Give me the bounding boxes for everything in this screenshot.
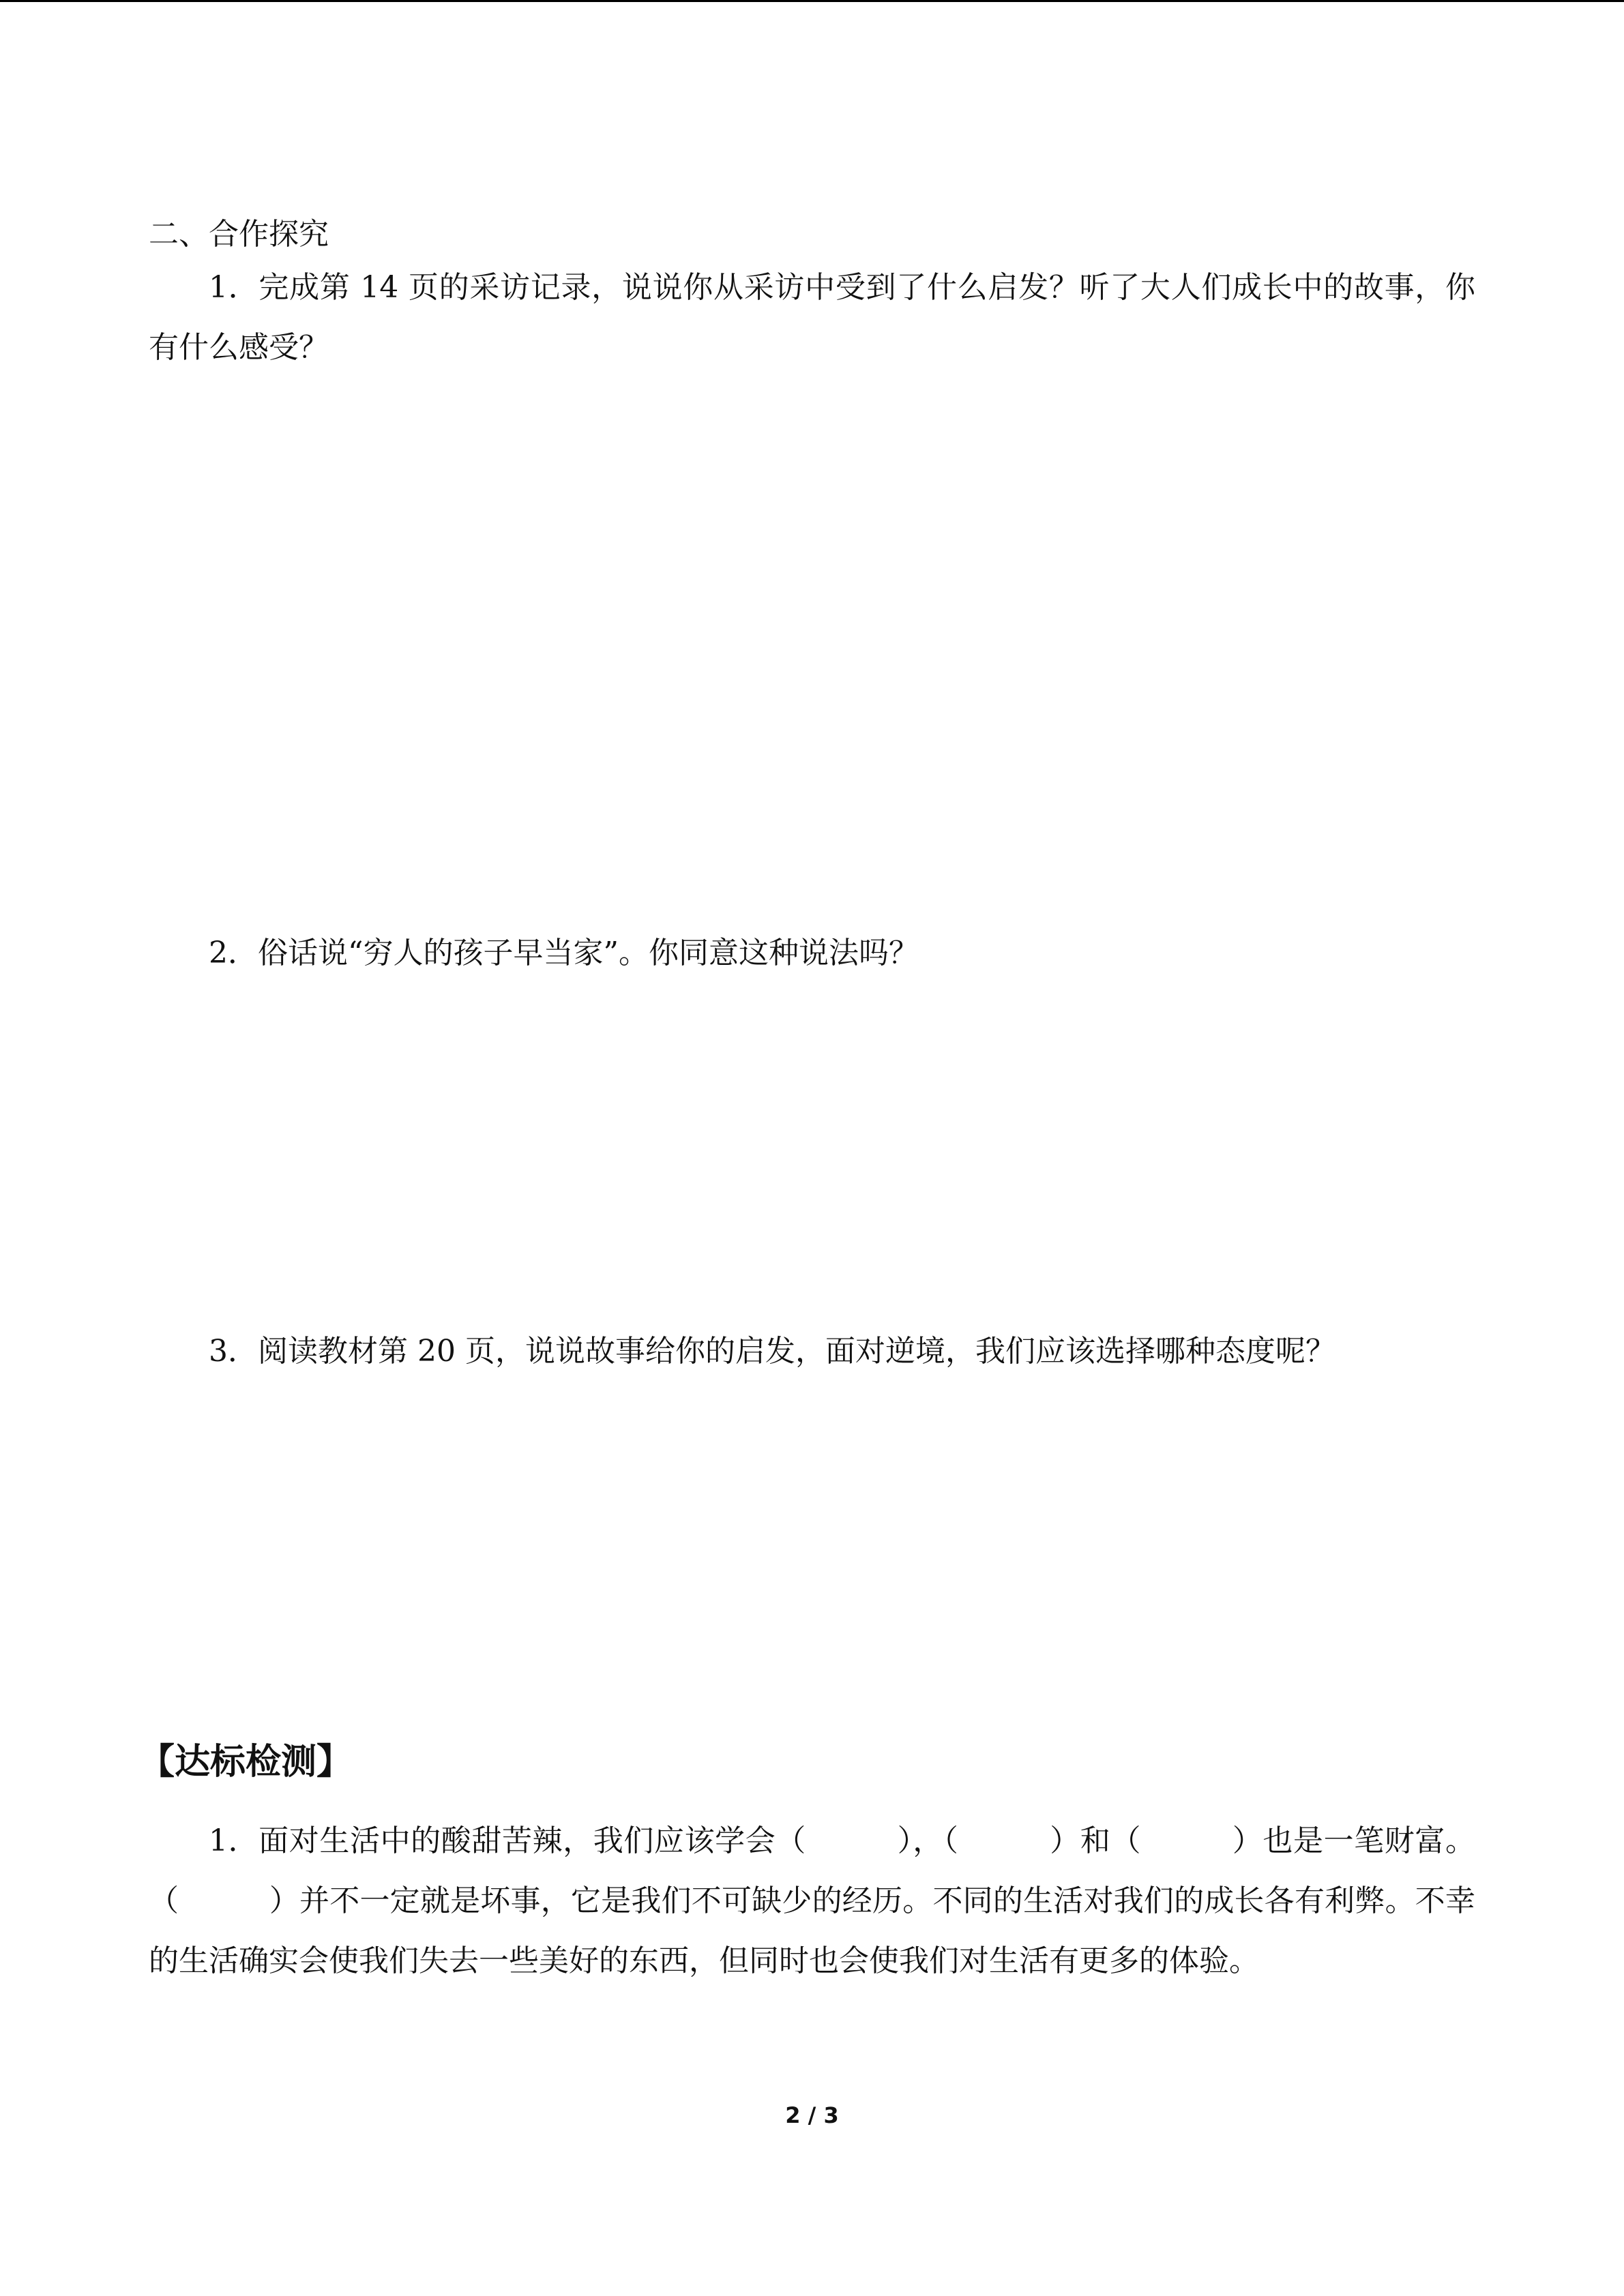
answer-space-1 [149, 378, 1475, 923]
page-number: 2 / 3 [785, 2102, 839, 2128]
answer-space-3 [149, 1382, 1475, 1736]
question-1: 1．完成第 14 页的采访记录，说说你从采访中受到了什么启发？听了大人们成长中的故事，你有什么感受？ [149, 270, 1475, 365]
question-2: 2．俗话说“穷人的孩子早当家”。你同意这种说法吗？ [209, 936, 919, 970]
document-page [139, 211, 1475, 1991]
section-heading-cooperative-inquiry: 二、合作探究 [149, 217, 329, 252]
answer-space-2 [149, 983, 1475, 1322]
test-question-1: 1．面对生活中的酸甜苦辣，我们应该学会（ ），（ ）和（ ）也是一笔财富。（ ）并不一定就是坏事，它是我们不可缺少的经历。不同的生活对我们的成长各有利弊。不幸的生活确实会使我们失去一些美好的东西，但同时也会使我们对生活有更多的体验。 [149, 1823, 1475, 1978]
question-3: 3．阅读教材第 20 页，说说故事给你的启发，面对逆境，我们应该选择哪种态度呢？ [209, 1334, 1335, 1369]
section-heading-standard-test: 【达标检测】 [139, 1742, 353, 1783]
top-border-line [0, 0, 1624, 2]
